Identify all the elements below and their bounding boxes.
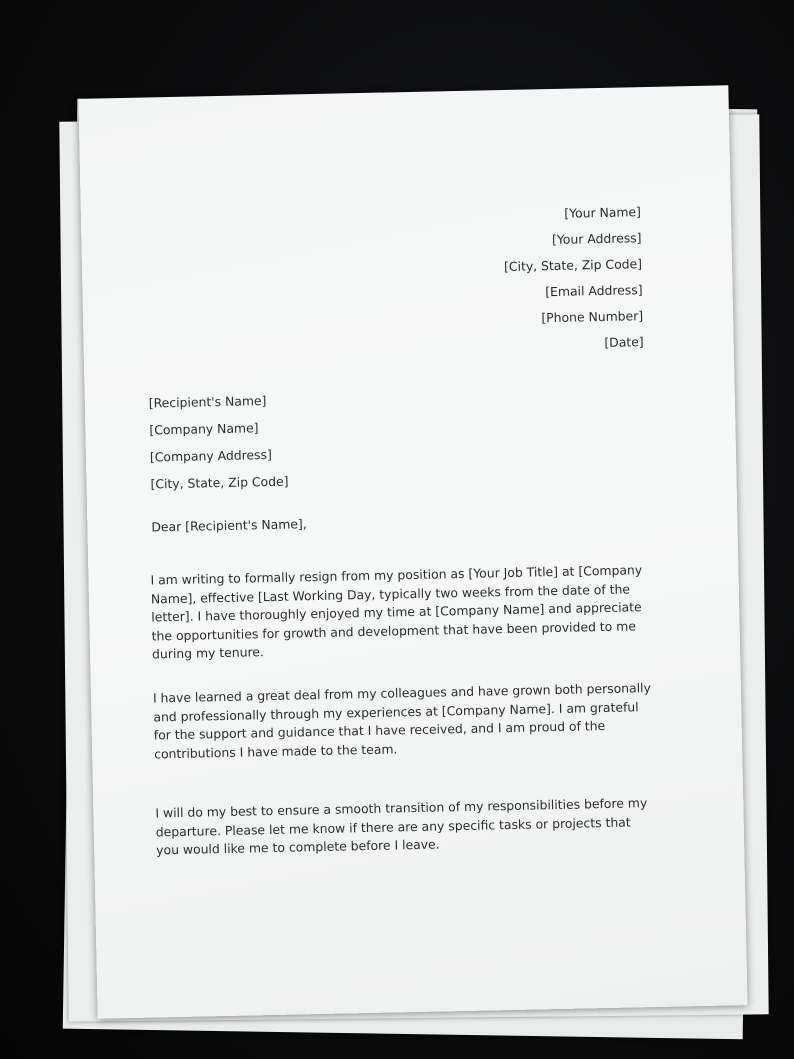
sender-name: [Your Name] (564, 204, 642, 221)
letter-date: [Date] (604, 334, 644, 350)
letter-body (78, 85, 747, 1018)
sender-email: [Email Address] (545, 282, 643, 300)
sender-address: [Your Address] (551, 230, 642, 248)
recipient-company-address: [Company Address] (149, 446, 272, 465)
paragraph-transition: I will do my best to ensure a smooth transition of my responsibilities before my departure. Please let me know if there are any specific tasks or projects that you would like me to complete before I leave. (155, 795, 648, 858)
recipient-city-state-zip: [City, State, Zip Code] (150, 473, 289, 492)
salutation: Dear [Recipient's Name], (151, 516, 307, 535)
recipient-name: [Recipient's Name] (148, 393, 267, 411)
paragraph-resignation: I am writing to formally resign from my position as [Your Job Title] at [Company Name], effective [Last Working Day, typically two weeks from the date of the letter]. I have thoroughly enjoyed my time at [Company Name] and appreciate the opportunities for growth and development that have been provided to me during my tenure. (150, 562, 643, 662)
recipient-company: [Company Name] (149, 420, 259, 438)
sender-phone: [Phone Number] (541, 308, 644, 326)
sender-city-state-zip: [City, State, Zip Code] (503, 256, 643, 275)
paragraph-gratitude: I have learned a great deal from my colleagues and have grown both personally and professionally through my experiences at [Company Name]. I am grateful for the support and guidance that I have received, and I am proud of the contributions I have made to the team. (152, 680, 652, 761)
sender-block (503, 199, 644, 358)
recipient-block (149, 387, 289, 498)
resignation-letter-page (78, 85, 747, 1018)
